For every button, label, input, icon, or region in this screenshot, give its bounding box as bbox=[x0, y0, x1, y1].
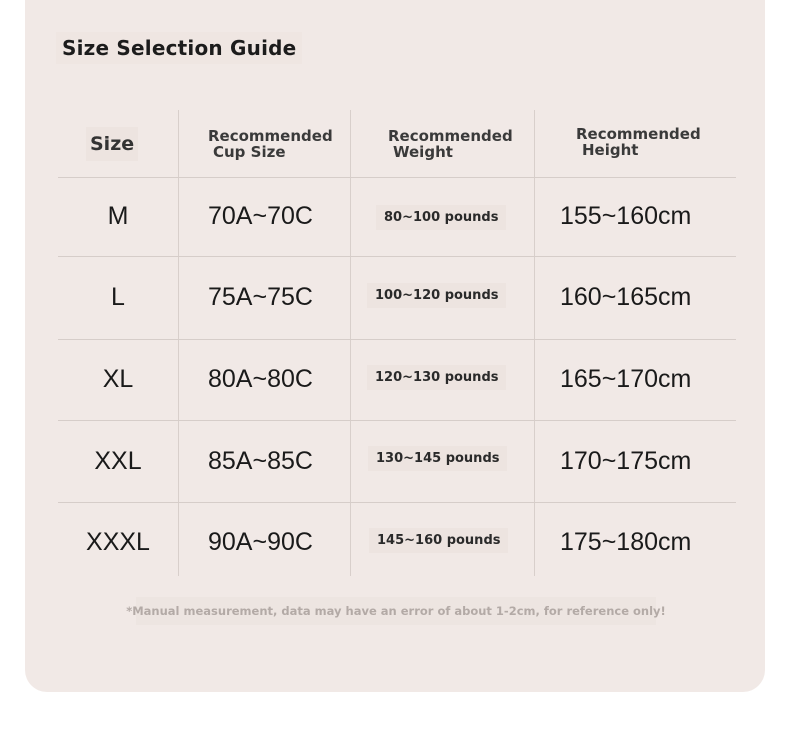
height-value: 165~170cm bbox=[560, 365, 692, 393]
header-weight bbox=[388, 128, 513, 160]
weight-cell bbox=[367, 347, 534, 407]
weight-value: 120~130 pounds bbox=[367, 365, 506, 390]
header-height-line2: Height bbox=[582, 140, 639, 159]
weight-value: 80~100 pounds bbox=[376, 205, 506, 230]
column-divider bbox=[350, 110, 351, 576]
size-value: XXXL bbox=[86, 527, 150, 556]
cup-value: 85A~85C bbox=[208, 446, 313, 475]
header-size-cell bbox=[58, 110, 178, 177]
page-title: Size Selection Guide bbox=[56, 32, 302, 64]
header-height-line1: Recommended bbox=[576, 124, 701, 143]
header-cup-cell bbox=[208, 110, 350, 177]
header-weight-line1: Recommended bbox=[388, 126, 513, 145]
cup-value: 70A~70C bbox=[208, 202, 313, 230]
header-cup bbox=[208, 128, 333, 160]
cup-value: 90A~90C bbox=[208, 527, 313, 556]
weight-cell bbox=[368, 428, 534, 488]
header-cup-line2: Cup Size bbox=[213, 142, 286, 161]
weight-cell bbox=[376, 187, 534, 247]
size-value: L bbox=[111, 283, 125, 311]
height-value: 170~175cm bbox=[560, 446, 692, 475]
cup-value: 75A~75C bbox=[208, 283, 313, 311]
size-value: M bbox=[107, 202, 129, 230]
cup-value: 80A~80C bbox=[208, 365, 313, 393]
header-size: Size bbox=[86, 127, 138, 161]
weight-cell bbox=[369, 510, 534, 570]
height-value: 160~165cm bbox=[560, 283, 692, 311]
height-value: 155~160cm bbox=[560, 202, 692, 230]
height-value: 175~180cm bbox=[560, 527, 692, 556]
header-weight-cell bbox=[388, 110, 534, 177]
disclaimer-note: *Manual measurement, data may have an error of about 1-2cm, for reference only! bbox=[136, 597, 656, 625]
weight-value: 100~120 pounds bbox=[367, 283, 506, 308]
size-value: XL bbox=[102, 365, 134, 393]
weight-cell bbox=[367, 265, 534, 325]
weight-value: 145~160 pounds bbox=[369, 528, 508, 553]
header-cup-line1: Recommended bbox=[208, 126, 333, 145]
weight-value: 130~145 pounds bbox=[368, 446, 507, 471]
size-table bbox=[58, 110, 736, 576]
header-weight-line2: Weight bbox=[393, 142, 453, 161]
header-height-cell bbox=[576, 108, 736, 175]
size-value: XXL bbox=[94, 446, 142, 475]
header-height bbox=[576, 126, 701, 158]
